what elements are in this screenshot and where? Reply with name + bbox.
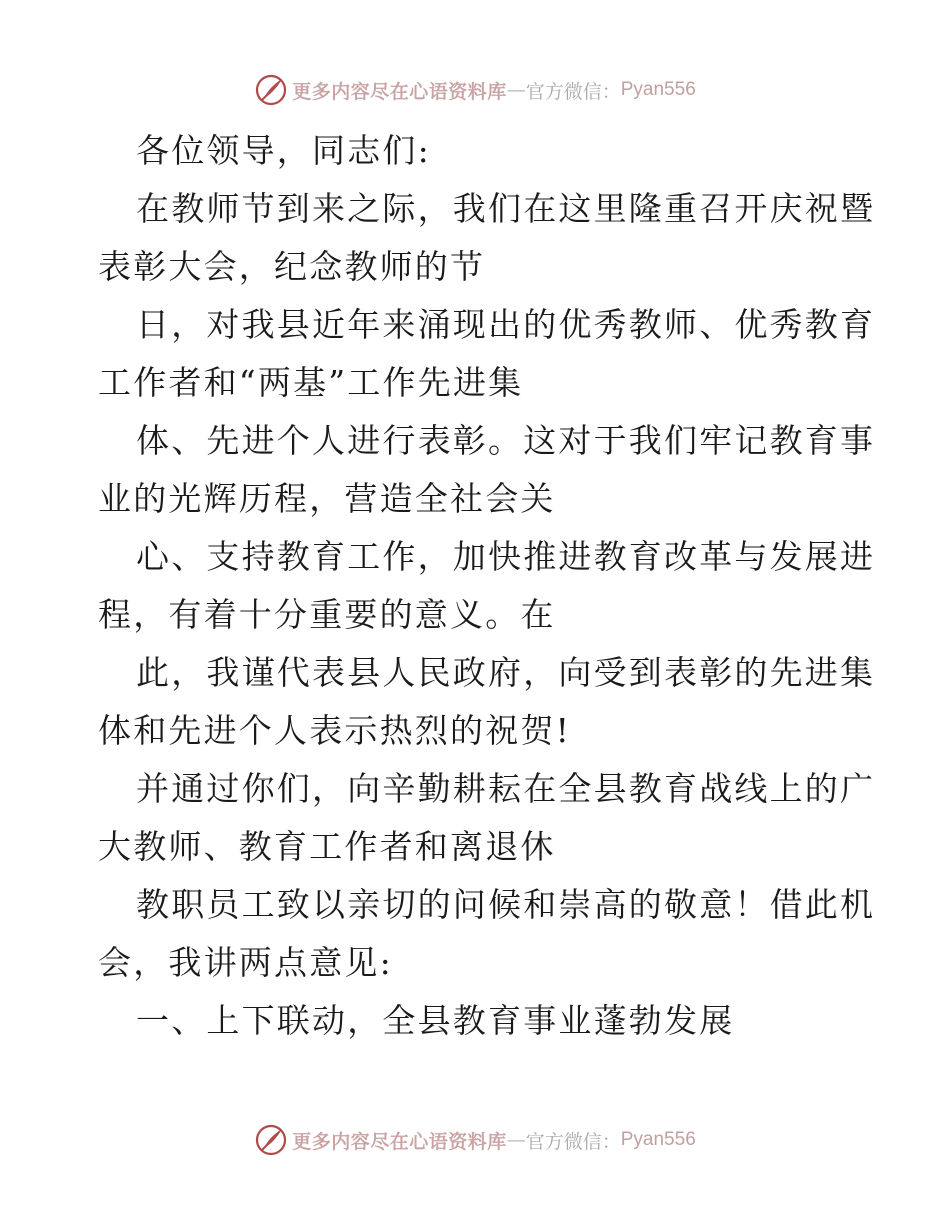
salutation-line: 各位领导，同志们: — [136, 131, 431, 170]
quill-pen-icon — [254, 1123, 288, 1157]
paragraph-line: 并通过你们，向辛勤耕耘在全县教育战线上的广 — [136, 769, 876, 808]
watermark-separator: — — [506, 79, 526, 101]
footer-watermark — [0, 1122, 950, 1158]
paragraph-line: 体、先进个人进行表彰。这对于我们牢记教育事 — [136, 421, 876, 460]
paragraph-line: 在教师节到来之际，我们在这里隆重召开庆祝暨 — [136, 189, 876, 228]
paragraph-line: 教职员工致以亲切的问候和崇高的敬意！借此机 — [136, 885, 876, 924]
paragraph-line: 日，对我县近年来涌现出的优秀教师、优秀教育 — [136, 305, 876, 344]
paragraph-line: 业的光辉历程，营造全社会关 — [98, 479, 556, 518]
paragraph-line: 此，我谨代表县人民政府，向受到表彰的先进集 — [136, 653, 876, 692]
watermark-text: 更多内容尽在心语资料库 — [292, 1130, 507, 1153]
section-heading: 一、上下联动，全县教育事业蓬勃发展 — [136, 1001, 735, 1040]
paragraph-line: 大教师、教育工作者和离退休 — [98, 827, 556, 866]
document-body — [98, 122, 876, 1050]
paragraph-line: 表彰大会，纪念教师的节 — [98, 247, 486, 286]
watermark-separator: — — [506, 1129, 526, 1151]
watermark-text: 更多内容尽在心语资料库 — [292, 80, 507, 103]
paragraph-line: 工作者和“两基”工作先进集 — [98, 363, 524, 402]
quill-pen-icon — [254, 73, 288, 107]
watermark-official-label: 官方微信： — [525, 1130, 621, 1153]
watermark-official-label: 官方微信： — [525, 80, 621, 103]
paragraph-line: 程，有着十分重要的意义。在 — [98, 595, 556, 634]
paragraph-line: 心、支持教育工作，加快推进教育改革与发展进 — [136, 537, 876, 576]
watermark-wechat-id: Pyan556 — [620, 79, 696, 100]
paragraph-line: 体和先进个人表示热烈的祝贺! — [98, 711, 572, 750]
header-watermark — [0, 72, 950, 108]
paragraph-line: 会，我讲两点意见: — [98, 943, 393, 982]
watermark-wechat-id: Pyan556 — [620, 1129, 696, 1150]
